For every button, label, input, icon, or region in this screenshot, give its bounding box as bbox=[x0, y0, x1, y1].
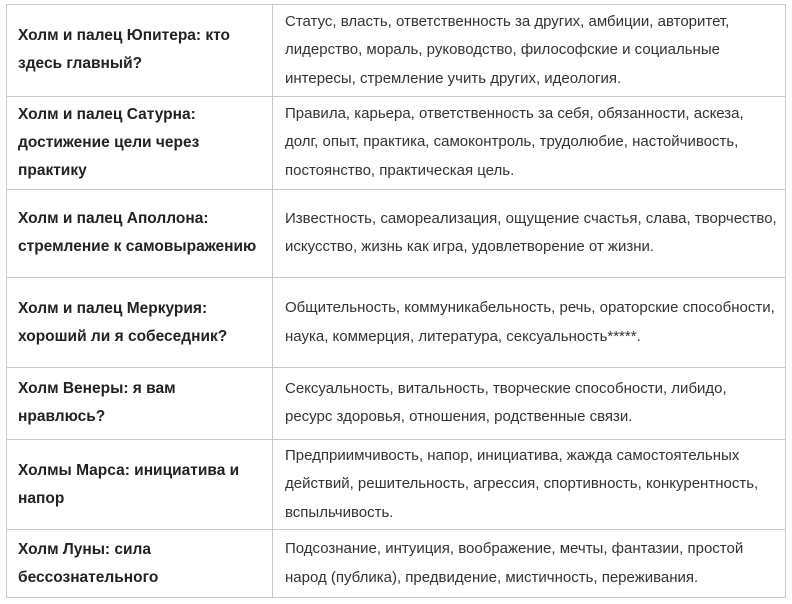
table-row bbox=[7, 189, 786, 278]
table-row bbox=[7, 278, 786, 368]
mount-title-cell: Холм и палец Юпитера: кто здесь главный? bbox=[7, 5, 273, 97]
mount-description-cell: Подсознание, интуиция, воображение, мечты, фантазии, простой народ (публика), предвидение, мистичность, переживания. bbox=[273, 530, 786, 598]
mount-description-cell: Правила, карьера, ответственность за себя, обязанности, аскеза, долг, опыт, практика, самоконтроль, трудолюбие, настойчивость, постоянство, практическая цель. bbox=[273, 96, 786, 189]
mount-title-cell: Холм Луны: сила бессознательного bbox=[7, 530, 273, 598]
mount-description-cell: Статус, власть, ответственность за других, амбиции, авторитет, лидерство, мораль, руководство, философские и социальные интересы, стремление учить других, идеология. bbox=[273, 5, 786, 97]
mount-title-cell: Холм и палец Сатурна: достижение цели через практику bbox=[7, 96, 273, 189]
table-row bbox=[7, 439, 786, 530]
mount-title-cell: Холм и палец Меркурия: хороший ли я собеседник? bbox=[7, 278, 273, 368]
mount-description-cell: Известность, самореализация, ощущение счастья, слава, творчество, искусство, жизнь как игра, удовлетворение от жизни. bbox=[273, 189, 786, 278]
mount-description-cell: Общительность, коммуникабельность, речь, ораторские способности, наука, коммерция, литература, сексуальность*****. bbox=[273, 278, 786, 368]
palmistry-mounts-table bbox=[6, 4, 786, 598]
table-row bbox=[7, 530, 786, 598]
table-row bbox=[7, 368, 786, 440]
table-row bbox=[7, 5, 786, 97]
mount-description-cell: Предприимчивость, напор, инициатива, жажда самостоятельных действий, решительность, агрессия, спортивность, конкурентность, вспыльчивость. bbox=[273, 439, 786, 530]
mount-description-cell: Сексуальность, витальность, творческие способности, либидо, ресурс здоровья, отношения, родственные связи. bbox=[273, 368, 786, 440]
mount-title-cell: Холмы Марса: инициатива и напор bbox=[7, 439, 273, 530]
mount-title-cell: Холм и палец Аполлона: стремление к самовыражению bbox=[7, 189, 273, 278]
mount-title-cell: Холм Венеры: я вам нравлюсь? bbox=[7, 368, 273, 440]
table-row bbox=[7, 96, 786, 189]
